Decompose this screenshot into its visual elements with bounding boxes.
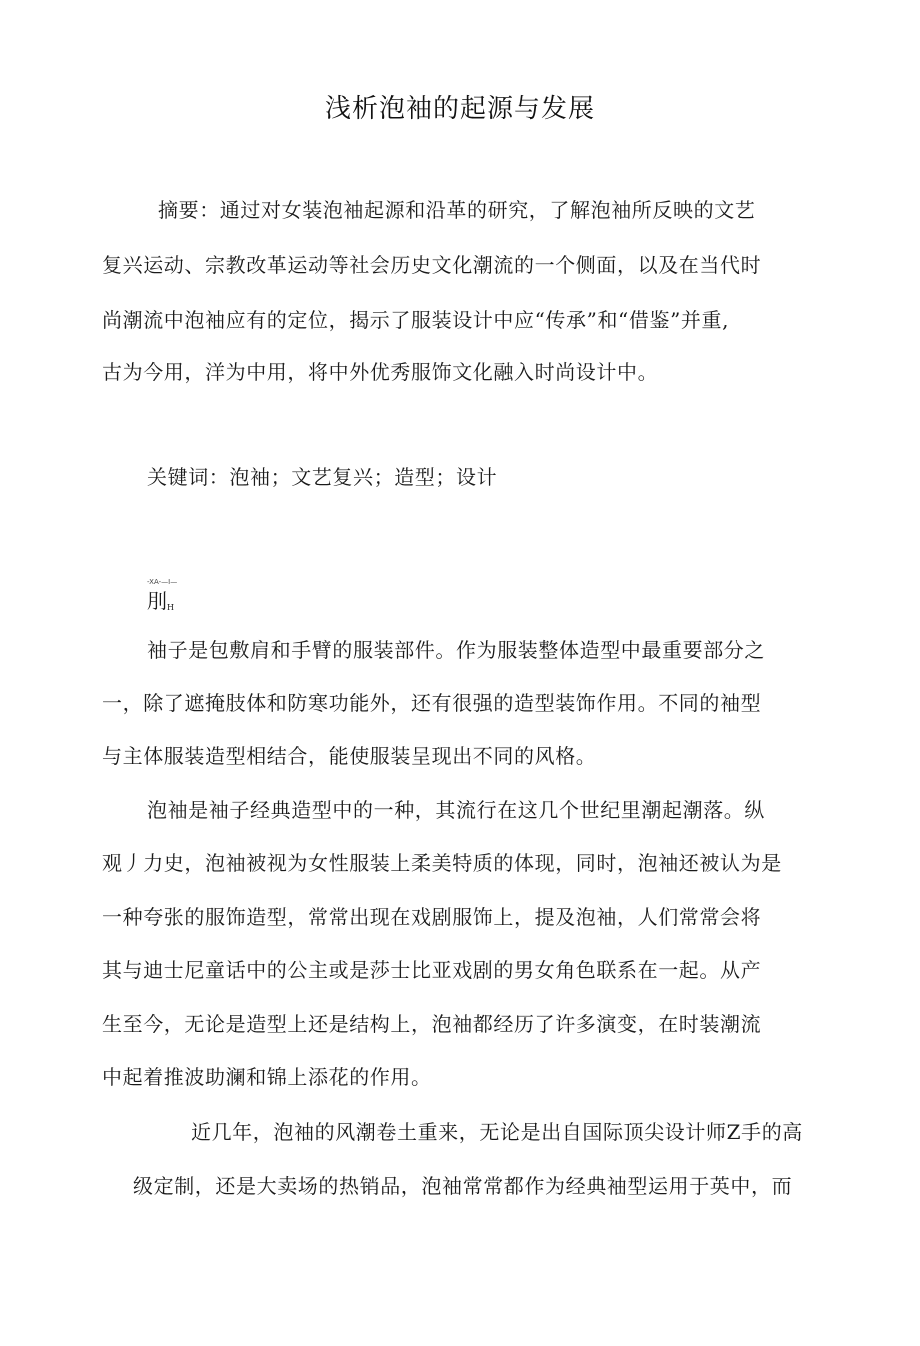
paragraph-line: 生至今，无论是造型上还是结构上，泡袖都经历了许多演变，在时装潮流 — [102, 1012, 762, 1036]
paragraph-line: 与主体服装造型相结合，能使服装呈现出不同的风格。 — [102, 744, 597, 768]
section-heading — [147, 588, 174, 619]
paragraph-line: 一，除了遮掩肢体和防寒功能外，还有很强的造型装饰作用。不同的袖型 — [102, 691, 762, 715]
paragraph-line: 级定制，还是大卖场的热销品，泡袖常常都作为经典袖型运用于英中，而 — [133, 1174, 793, 1198]
abstract-line: 尚潮流中泡袖应有的定位，揭示了服装设计中应“传承”和“借鉴”并重, — [102, 308, 730, 332]
page-title: 浅析泡袖的起源与发展 — [324, 94, 595, 124]
paragraph-line: 一种夸张的服饰造型，常常出现在戏剧服饰上，提及泡袖，人们常常会将 — [102, 905, 762, 929]
abstract-line: 复兴运动、宗教改革运动等社会历史文化潮流的一个侧面，以及在当代时 — [102, 253, 762, 277]
section-heading-glyph: -XA-—I— — [147, 578, 178, 586]
paragraph-line: 近几年，泡袖的风潮卷土重来，无论是出自国际顶尖设计师Z手的高 — [191, 1120, 803, 1144]
abstract-line: 古为今用，洋为中用，将中外优秀服饰文化融入时尚设计中。 — [102, 360, 659, 384]
keywords: 关键词：泡袖；文艺复兴；造型；设计 — [147, 465, 498, 489]
paragraph-line: 中起着推波助澜和锦上添花的作用。 — [102, 1065, 432, 1089]
paragraph-line: 其与迪士尼童话中的公主或是莎士比亚戏剧的男女角色联系在一起。从产 — [102, 958, 762, 982]
paragraph-line: 泡袖是袖子经典造型中的一种，其流行在这几个世纪里潮起潮落。纵 — [147, 798, 765, 822]
abstract-line: 摘要：通过对女装泡袖起源和沿革的研究，了解泡袖所反映的文艺 — [158, 198, 756, 222]
paragraph-line: 袖子是包敷肩和手臂的服装部件。作为服装整体造型中最重要部分之 — [147, 638, 765, 662]
paragraph-line: 观丿力史，泡袖被视为女性服装上柔美特质的体现，同时，泡袖还被认为是 — [102, 851, 782, 875]
section-heading-sub: H — [167, 603, 174, 612]
section-heading-text: 刖 — [147, 589, 167, 613]
